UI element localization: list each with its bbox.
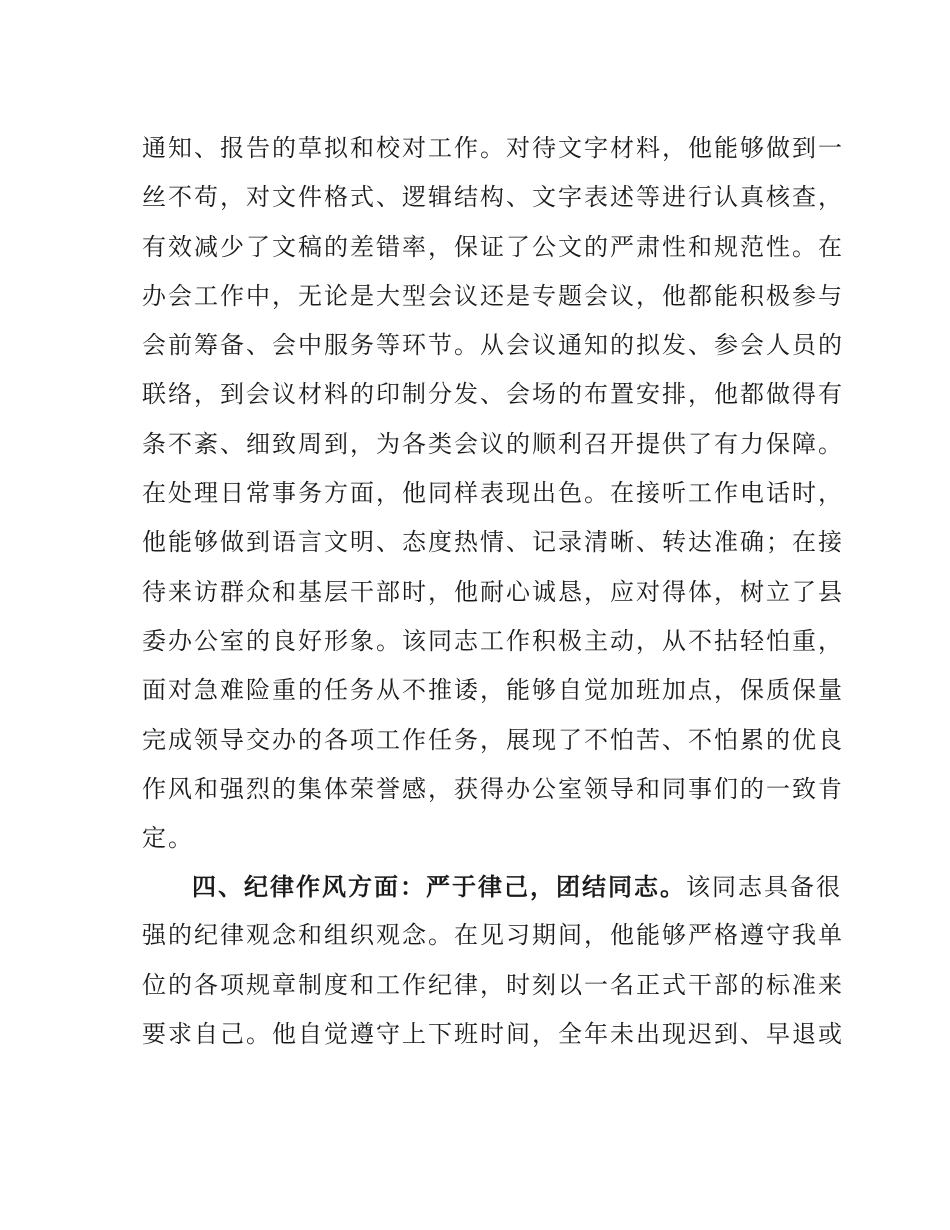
text-line: 他能够做到语言文明、态度热情、记录清晰、转达准确；在接 <box>142 528 844 557</box>
text-line: 面对急难险重的任务从不推诿，能够自觉加班加点，保质保量 <box>142 676 844 705</box>
text-line: 条不紊、细致周到，为各类会议的顺利召开提供了有力保障。 <box>142 429 844 458</box>
text-line: 通知、报告的草拟和校对工作。对待文字材料，他能够做到一 <box>142 134 844 162</box>
text-line: 丝不苟，对文件格式、逻辑结构、文字表述等进行认真核查， <box>142 183 844 212</box>
text-line-first <box>142 862 842 911</box>
text-line: 联络，到会议材料的印制分发、会场的布置安排，他都做得有 <box>142 380 844 409</box>
text-line: 有效减少了文稿的差错率，保证了公文的严肃性和规范性。在 <box>142 232 844 261</box>
text-line: 待来访群众和基层干部时，他耐心诚恳，应对得体，树立了县 <box>142 577 844 606</box>
text-line: 位的各项规章制度和工作纪律，时刻以一名正式干部的标准来 <box>142 970 844 999</box>
text-line: 强的纪律观念和组织观念。在见习期间，他能够严格遵守我单 <box>142 921 844 950</box>
text-line: 作风和强烈的集体荣誉感，获得办公室领导和同事们的一致肯 <box>142 774 844 803</box>
heading-continuation: 该同志具备很 <box>686 873 842 901</box>
text-line: 在处理日常事务方面，他同样表现出色。在接听工作电话时， <box>142 479 844 508</box>
text-line: 定。 <box>142 824 194 853</box>
paragraph-work-duties <box>142 124 844 863</box>
section-heading: 四、纪律作风方面：严于律己，团结同志。 <box>192 872 686 901</box>
text-line: 要求自己。他自觉遵守上下班时间，全年未出现迟到、早退或 <box>142 1019 844 1048</box>
text-line: 完成领导交办的各项工作任务，展现了不怕苦、不怕累的优良 <box>142 725 844 754</box>
text-line: 会前筹备、会中服务等环节。从会议通知的拟发、参会人员的 <box>142 331 844 360</box>
text-line: 办会工作中，无论是大型会议还是专题会议，他都能积极参与 <box>142 281 844 310</box>
paragraph-discipline <box>142 862 844 1059</box>
text-line: 委办公室的良好形象。该同志工作积极主动，从不拈轻怕重， <box>142 626 844 655</box>
